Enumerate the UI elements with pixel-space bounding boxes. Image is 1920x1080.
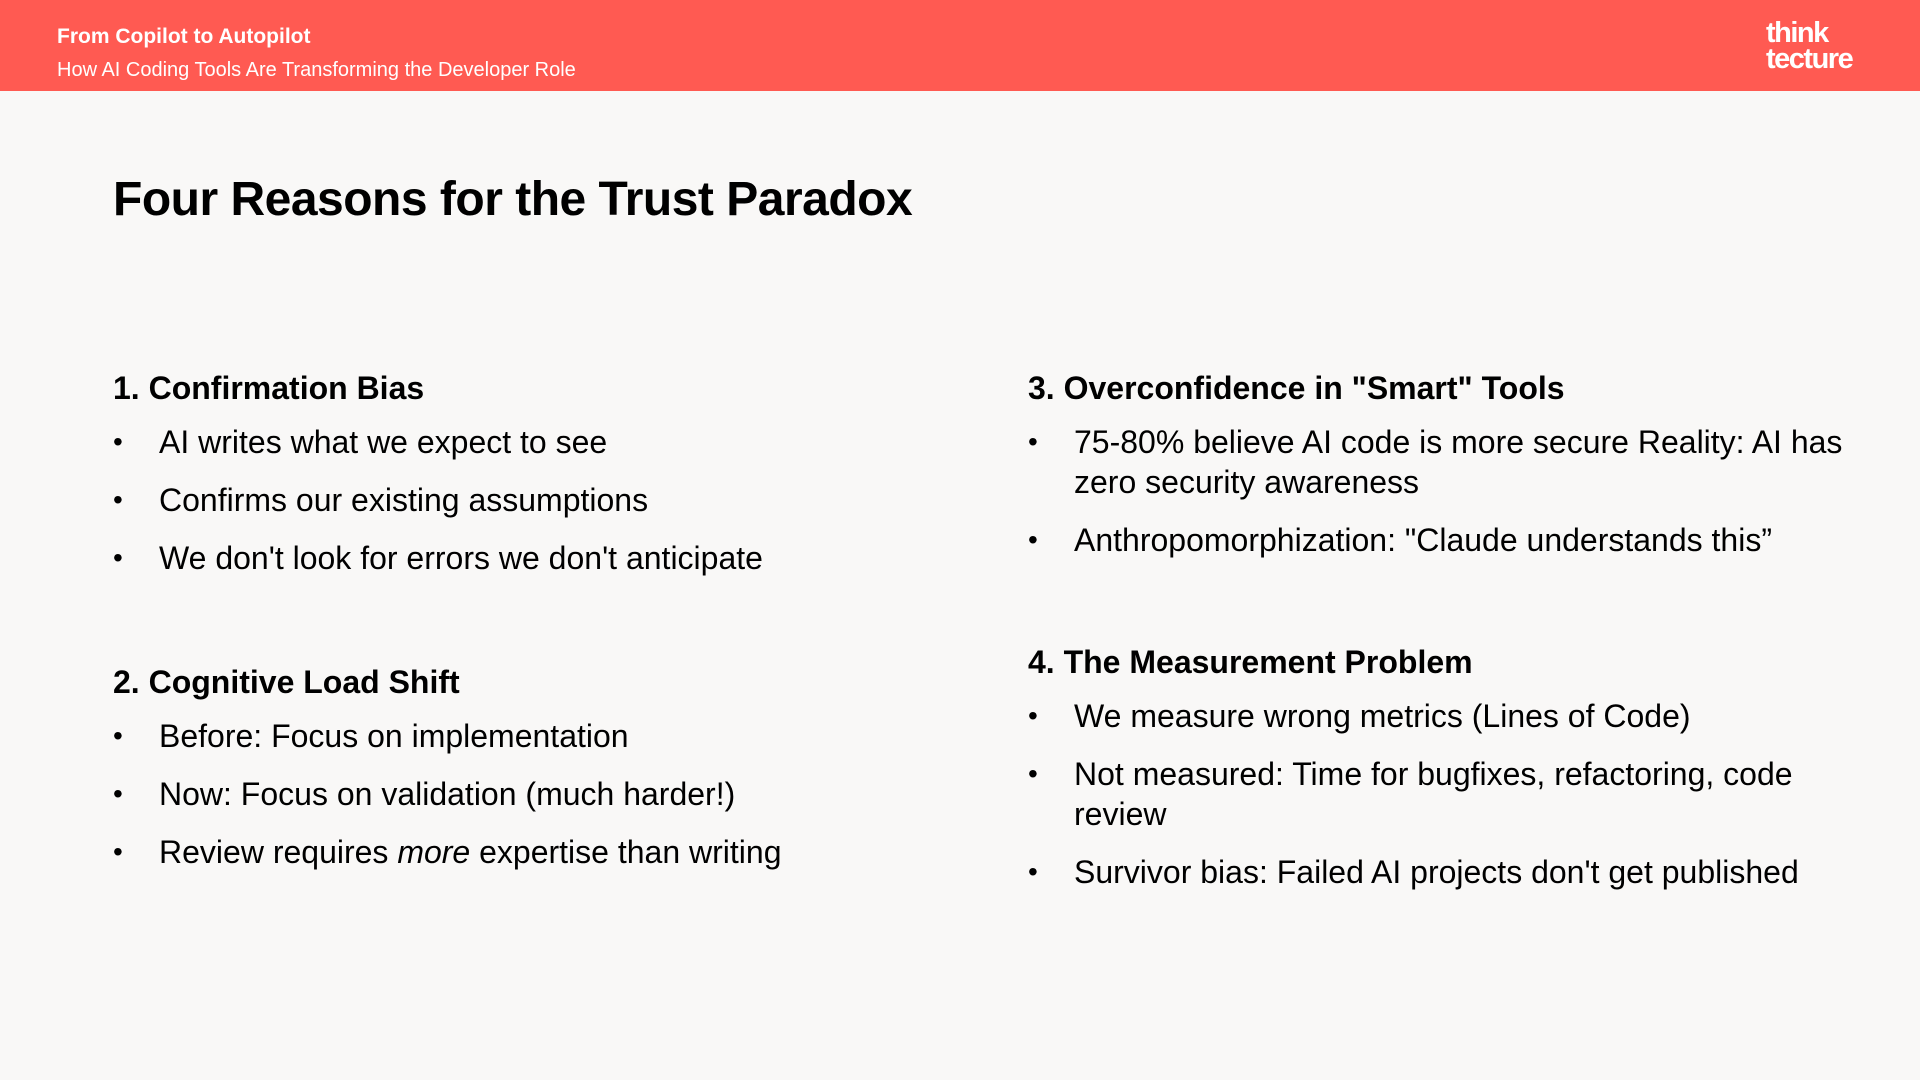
emphasis-text: more [397,834,471,870]
section-overconfidence [1028,368,1848,578]
logo-line-tecture: tecture [1766,43,1853,75]
bullet-text: 75-80% believe AI code is more secure Reality: AI has zero security awareness [1074,424,1843,500]
bullet-text: Survivor bias: Failed AI projects don't get published [1074,854,1799,890]
bullet-text-part: expertise than writing [470,834,782,870]
thinktecture-logo [1766,17,1866,75]
bullet-list [113,716,893,872]
bullet-text [159,834,781,870]
presentation-subtitle: How AI Coding Tools Are Transforming the Developer Role [57,59,576,81]
list-item [1028,852,1848,892]
bullet-icon: • [1028,700,1038,731]
bullet-text: AI writes what we expect to see [159,424,608,460]
list-item [113,538,893,578]
list-item [113,832,893,872]
list-item [1028,520,1848,560]
bullet-icon: • [1028,426,1038,457]
bullet-icon: • [113,484,123,515]
bullet-text-part: Review requires [159,834,398,870]
bullet-icon: • [113,778,123,809]
bullet-icon: • [113,426,123,457]
bullet-list [1028,696,1848,892]
list-item [113,480,893,520]
list-item [113,422,893,462]
bullet-icon: • [113,542,123,573]
bullet-text: We measure wrong metrics (Lines of Code) [1074,698,1691,734]
logo-line-think: think [1766,17,1828,49]
bullet-text: Anthropomorphization: "Claude understands this” [1074,522,1772,558]
list-item [1028,754,1848,834]
bullet-icon: • [1028,524,1038,555]
bullet-text: Confirms our existing assumptions [159,482,649,518]
bullet-icon: • [1028,856,1038,887]
section-heading: 4. The Measurement Problem [1028,644,1473,680]
list-item [113,716,893,756]
list-item [1028,696,1848,736]
slide-title: Four Reasons for the Trust Paradox [113,173,913,226]
list-item [113,774,893,814]
section-cognitive-load-shift [113,662,893,890]
section-confirmation-bias [113,368,893,596]
bullet-text: Now: Focus on validation (much harder!) [159,776,736,812]
list-item [1028,422,1848,502]
bullet-icon: • [113,836,123,867]
bullet-text: Not measured: Time for bugfixes, refactoring, code review [1074,756,1793,832]
bullet-icon: • [113,720,123,751]
bullet-icon: • [1028,758,1038,789]
section-measurement-problem [1028,642,1848,910]
bullet-text: We don't look for errors we don't anticipate [159,540,763,576]
section-heading: 3. Overconfidence in "Smart" Tools [1028,370,1565,406]
section-heading: 2. Cognitive Load Shift [113,664,460,700]
bullet-list [1028,422,1848,560]
section-heading: 1. Confirmation Bias [113,370,425,406]
bullet-list [113,422,893,578]
bullet-text: Before: Focus on implementation [159,718,629,754]
header-bar [0,0,1920,91]
presentation-title: From Copilot to Autopilot [57,25,311,48]
